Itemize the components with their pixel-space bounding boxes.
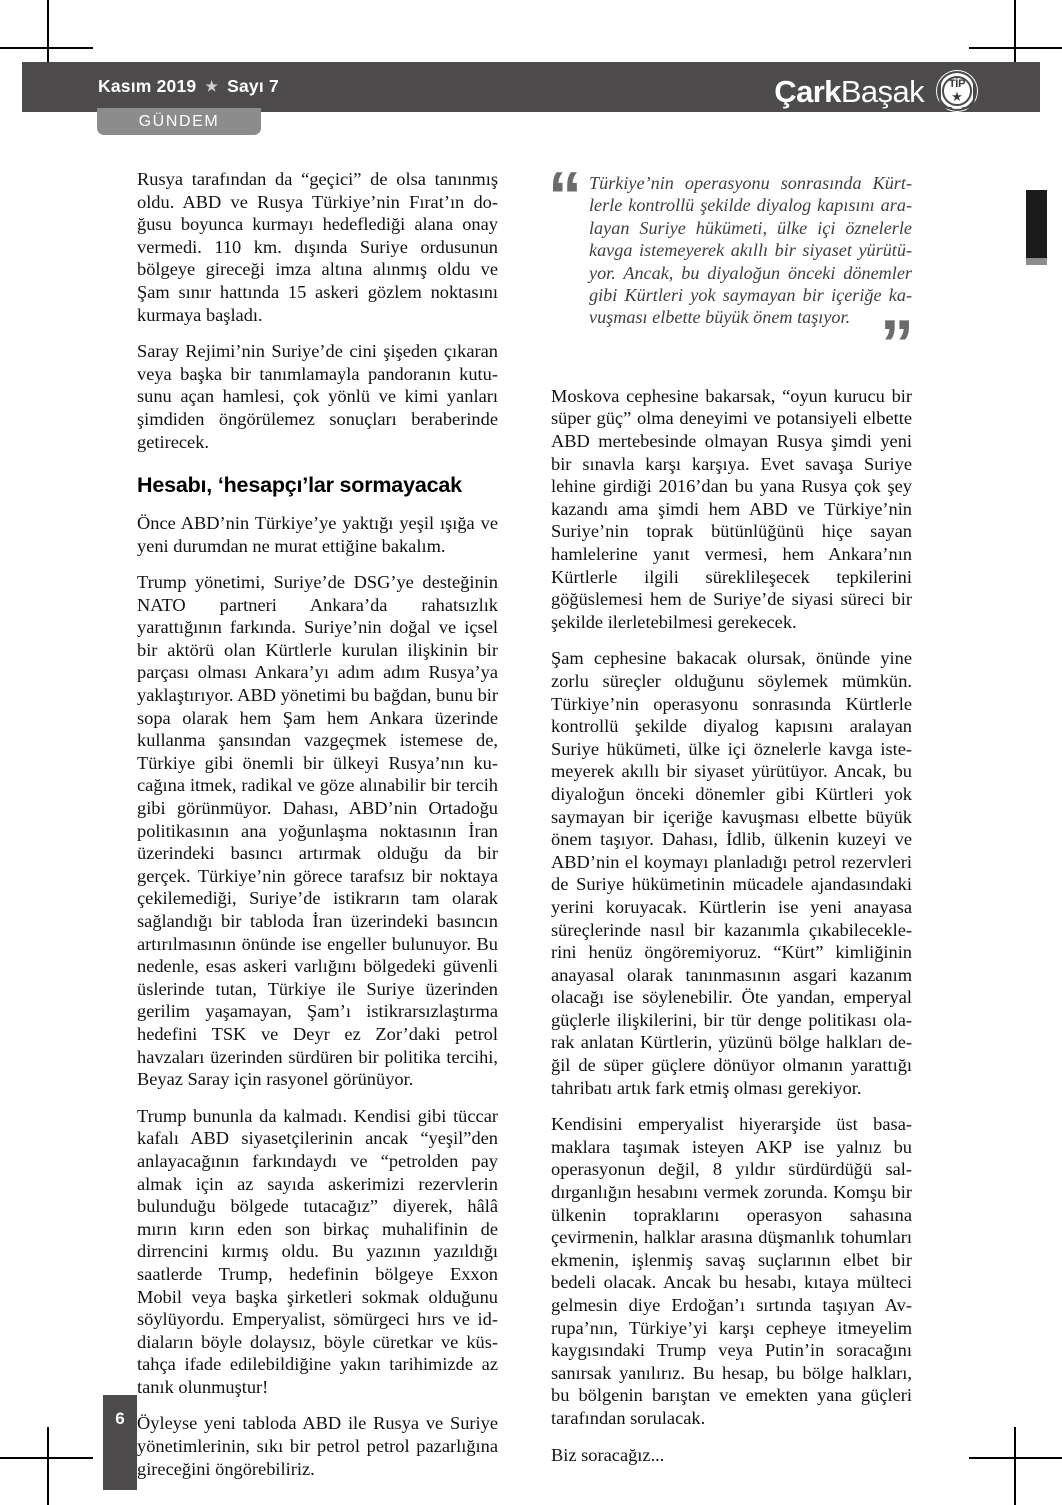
paragraph: Saray Rejimi’nin Suriye’de cini şişeden çıkaran veya başka bir tanımlamayla pandoranın kutusunu açan hamlesi, çok yönlü ve kimi yanları şimdiden öngörülemez sonuçları beraberinde getirecek.: [137, 341, 498, 452]
issue-number: Sayı 7: [227, 76, 279, 96]
masthead-title-regular: Başak: [840, 73, 924, 109]
paragraph: Moskova cephesine bakarsak, “oyun kurucu bir süper güç” olma deneyimi ve potansiyeli elbette ABD mertebesinde olmayan Rusya şimdi yeni bir sınavla karşı karşıya. Evet savaşa Suriye lehine girdiği 2016’dan bu yana Rusya çok şey kazandı ama şimdi hem ABD ve Türkiye’nin Suriye’nin toprak bütünlüğünü hiçe sayan hamlelerine yanıt vermesi, hem Ankara’nın Kürtlerle ilgili süreklileşecek tepkilerini göğüslemesi hem de Suriye’de siyasi süreci bir şekilde ilerletebilmesi gerekecek.: [551, 385, 912, 632]
masthead-title-bold: Çark: [774, 73, 841, 109]
section-tag: [97, 108, 261, 135]
tip-party-emblem-icon: [936, 70, 978, 112]
page-number: [103, 1395, 137, 1490]
star-icon: ★: [205, 77, 219, 94]
pull-quote: [548, 158, 912, 382]
paragraph: Şam cephesine bakacak olursak, önünde yine zorlu süreçler olduğunu söylemek mümkün. Türkiye’nin operasyonu sonrasında Kürtlerle kontrollü şekilde diyalog kapısını aralayan Suriye hükümeti, ülke içi öznelerle kavga istemeyerek akıllı bir siyaset yürütüyor. Ancak, bu diyaloğun önceki dönemler gibi Kürtleri yok saymayan bir içeriğe kavuşması elbette büyük önem taşıyor. Dahası, İdlib, ülkenin kuzeyi ve ABD’nin el koymayı planladığı petrol rezervleri de Suriye hükümetinin mücadele ajandasındaki yerini koruyacak. Kürtlerin ise yeni anayasa süreçlerinde nasıl bir kazanımla çıkabileceklerini henüz öngöremiyoruz. “Kürt” kimliğinin anayasal olarak tanınmasının asgari kazanım olacağı ise söylenebilir. Öte yandan, emperyal güçlerle ilişkilerini, bir tür denge politikası olarak anlatan Kürtlerin, yüzünü bölge halkları değil de süper güçlere dönüyor olmanın yarattığı tahribatı artık fark etmiş olması gerekiyor.: [551, 648, 912, 1098]
quote-mark-open-icon: “: [548, 158, 578, 234]
pull-quote-text: Türkiye’nin operasyonu sonrasında Kürtlerle kontrollü şekilde diyalog kapısını aralayan Suriye hükümeti, ülke içi öznelerle kavga istemeyerek akıllı bir siyaset yürütüyor. Ancak, bu diyaloğun önceki dönemler gibi Kürtleri yok saymayan bir içeriğe kavuşması elbette büyük önem taşıyor.: [589, 173, 912, 328]
article-heading: Hesabı, ‘hesapçı’lar sormayacak: [137, 473, 462, 498]
left-column: [137, 168, 498, 1480]
section-tag-label: GÜNDEM: [138, 112, 220, 130]
page-number-label: 6: [115, 1409, 125, 1428]
paragraph: Biz soracağız...: [551, 1444, 665, 1465]
masthead: [774, 70, 978, 112]
crop-mark-top-right-horizontal: [969, 47, 1062, 49]
issue-line: [98, 76, 279, 97]
crop-mark-bottom-left-vertical: [47, 1427, 49, 1505]
paragraph: Öyleyse yeni tabloda ABD ile Rusya ve Suriye yönetimlerinin, sıkı bir petrol petrol pazarlığına gireceğini öngörebiliriz.: [137, 1413, 498, 1479]
crop-mark-bottom-right-horizontal: [969, 1457, 1062, 1459]
quote-mark-close-icon: ”: [880, 305, 910, 382]
edge-thumb-tab: [1026, 190, 1047, 258]
paragraph: Kendisini emperyalist hiyerarşide üst basamaklara taşımak isteyen AKP ise yalnız bu operasyonun değil, 8 yıldır sürdürdüğü saldırganlığın hesabını vermek zorunda. Komşu bir ülkenin topraklarını operasyon sahasına çevirmenin, halklar arasına düşmanlık tohumları ekmenin, işlenmiş savaş suçlarının elbet bir bedeli olacak. Ancak bu hesabı, kıtaya mülteci gelmesin diye Erdoğan’ı sırtında taşıyan Avrupa’nın, Türkiye’yi karşı cepheye itmeyelim kaygısındaki Trump veya Putin’in soracağını sanırsak yanılırız. Bu hesap, bu bölge halkları, bu bölgenin barıştan ve emekten yana güçleri tarafından sorulacak.: [551, 1114, 912, 1428]
right-column: [548, 158, 912, 1480]
masthead-title: [774, 73, 924, 109]
paragraph: Önce ABD’nin Türkiye’ye yaktığı yeşil ışığa ve yeni durumdan ne murat ettiğine bakalım.: [137, 512, 498, 556]
crop-mark-bottom-right-vertical: [1014, 1427, 1016, 1505]
article-body: [137, 158, 913, 1480]
issue-date: Kasım 2019: [98, 76, 197, 96]
paragraph: Rusya tarafından da “geçici” de olsa tanınmış oldu. ABD ve Rusya Türkiye’nin Fırat’ın doğusu boyunca kurmayı hedeflediği alana onay vermedi. 110 km. dışında Suriye ordusunun bölgeye gireceği imza altına alınmış oldu ve Şam sınır hattında 15 askeri gözlem noktasını kurmaya başladı.: [137, 169, 498, 325]
crop-mark-bottom-left-horizontal: [0, 1457, 93, 1459]
page-header-bar: [22, 62, 1040, 112]
emblem-star-icon: ★: [951, 89, 963, 104]
edge-thumb-tab-foot: [1026, 258, 1047, 265]
paragraph: Trump bununla da kalmadı. Kendisi gibi tüccar kafalı ABD siyasetçilerinin ancak “yeşil”den anlayacağının farkındaydı ve “petrolden pay almak için az sayıda askerimizi rezervlerin bulunduğu bölgede tutacağız” diyerek, hâlâ mırın kırın eden son birkaç muhalifinin de dirrencini kırmış oldu. Bu yazının yazıldığı saatlerde Trump, hedefinin bölgeye Exxon Mobil veya başka şirketleri sokmak olduğunu söylüyordu. Emperyalist, sömürgeci hırs ve iddiaların böyle dolaysız, böyle cüretkar ve küstahça ifade edilebildiğine yakın tarihimizde az tanık olunmuştur!: [137, 1105, 498, 1397]
emblem-label: TİP: [948, 78, 966, 90]
paragraph: Trump yönetimi, Suriye’de DSG’ye desteğinin NATO partneri Ankara’da rahatsızlık yarattığının farkında. Suriye’nin doğal ve içsel bir aktörü olan Kürtlerle kurulan ilişkinin bir parçası olması Ankara’yı adım adım Rusya’ya yaklaştırıyor. ABD yönetimi bu bağdan, bunu bir sopa olarak hem Şam hem Ankara üzerinde kullanma şansından vazgeçmek istemese de, Türkiye gibi önemli bir ülkeyi Rusya’nın kucağına itmek, radikal ve göze alınabilir bir tercih gibi görünmüyor. Dahası, ABD’nin Ortadoğu politikasının ana yoğunlaşma noktasının İran üzerindeki basıncı artırmak olduğu da bir gerçek. Türkiye’nin görece tarafsız bir noktaya çekilemediği, Suriye’de istikrarın tam olarak sağlandığı bir tabloda İran üzerindeki basıncın artırılmasının önünde ise engeller bulunuyor. Bu nedenle, esas askeri varlığını bölgedeki güvenli üslerinde tutan, Türkiye ile Suriye üzerinden gerilim yaşamayan, Şam’ı istikrarsızlaştırma hedefini TSK ve Deyr ez Zor’daki petrol havzaları üzerinden sürdüren bir politika tercihi, Beyaz Saray için rasyonel görünüyor.: [137, 572, 498, 1090]
crop-mark-top-left-horizontal: [0, 47, 93, 49]
